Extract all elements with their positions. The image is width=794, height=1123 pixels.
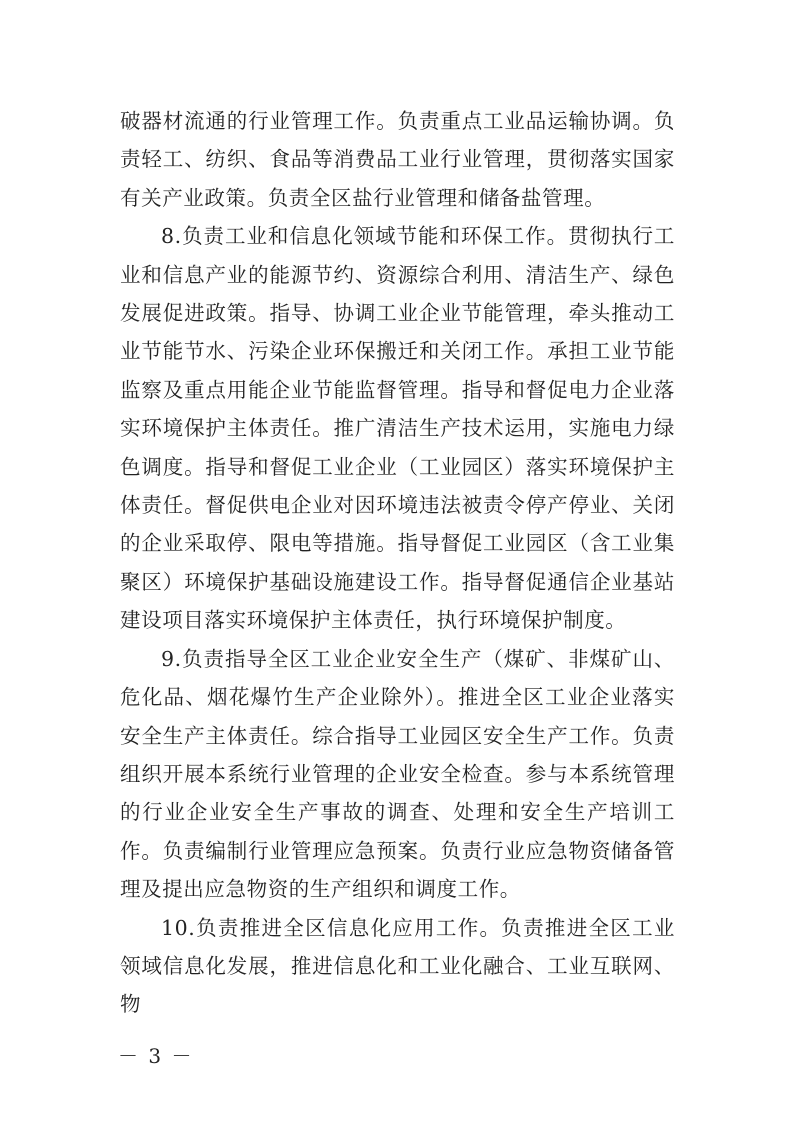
body-text (120, 102, 675, 1024)
paragraph-item-9: 9.负责指导全区工业企业安全生产（煤矿、非煤矿山、危化品、烟花爆竹生产企业除外）。推进全区工业企业落实安全生产主体责任。综合指导工业园区安全生产工作。负责组织开展本系统行业管理的企业安全检查。参与本系统管理的行业企业安全生产事故的调查、处理和安全生产培训工作。负责编制行业管理应急预案。负责行业应急物资储备管理及提出应急物资的生产组织和调度工作。 (120, 646, 675, 902)
page-number: － 3 － (118, 1044, 194, 1068)
paragraph-item-10: 10.负责推进全区信息化应用工作。负责推进全区工业领域信息化发展，推进信息化和工业化融合、工业互联网、物 (120, 915, 675, 1017)
paragraph-continuation: 破器材流通的行业管理工作。负责重点工业品运输协调。负责轻工、纺织、食品等消费品工业行业管理，贯彻落实国家有关产业政策。负责全区盐行业管理和储备盐管理。 (120, 109, 675, 210)
paragraph-item-8: 8.负责工业和信息化领域节能和环保工作。贯彻执行工业和信息产业的能源节约、资源综合利用、清洁生产、绿色发展促进政策。指导、协调工业企业节能管理，牵头推动工业节能节水、污染企业环保搬迁和关闭工作。承担工业节能监察及重点用能企业节能监督管理。指导和督促电力企业落实环境保护主体责任。推广清洁生产技术运用，实施电力绿色调度。指导和督促工业企业（工业园区）落实环境保护主体责任。督促供电企业对因环境违法被责令停产停业、关闭的企业采取停、限电等措施。指导督促工业园区（含工业集聚区）环境保护基础设施建设工作。指导督促通信企业基站建设项目落实环境保护主体责任，执行环境保护制度。 (120, 224, 675, 633)
